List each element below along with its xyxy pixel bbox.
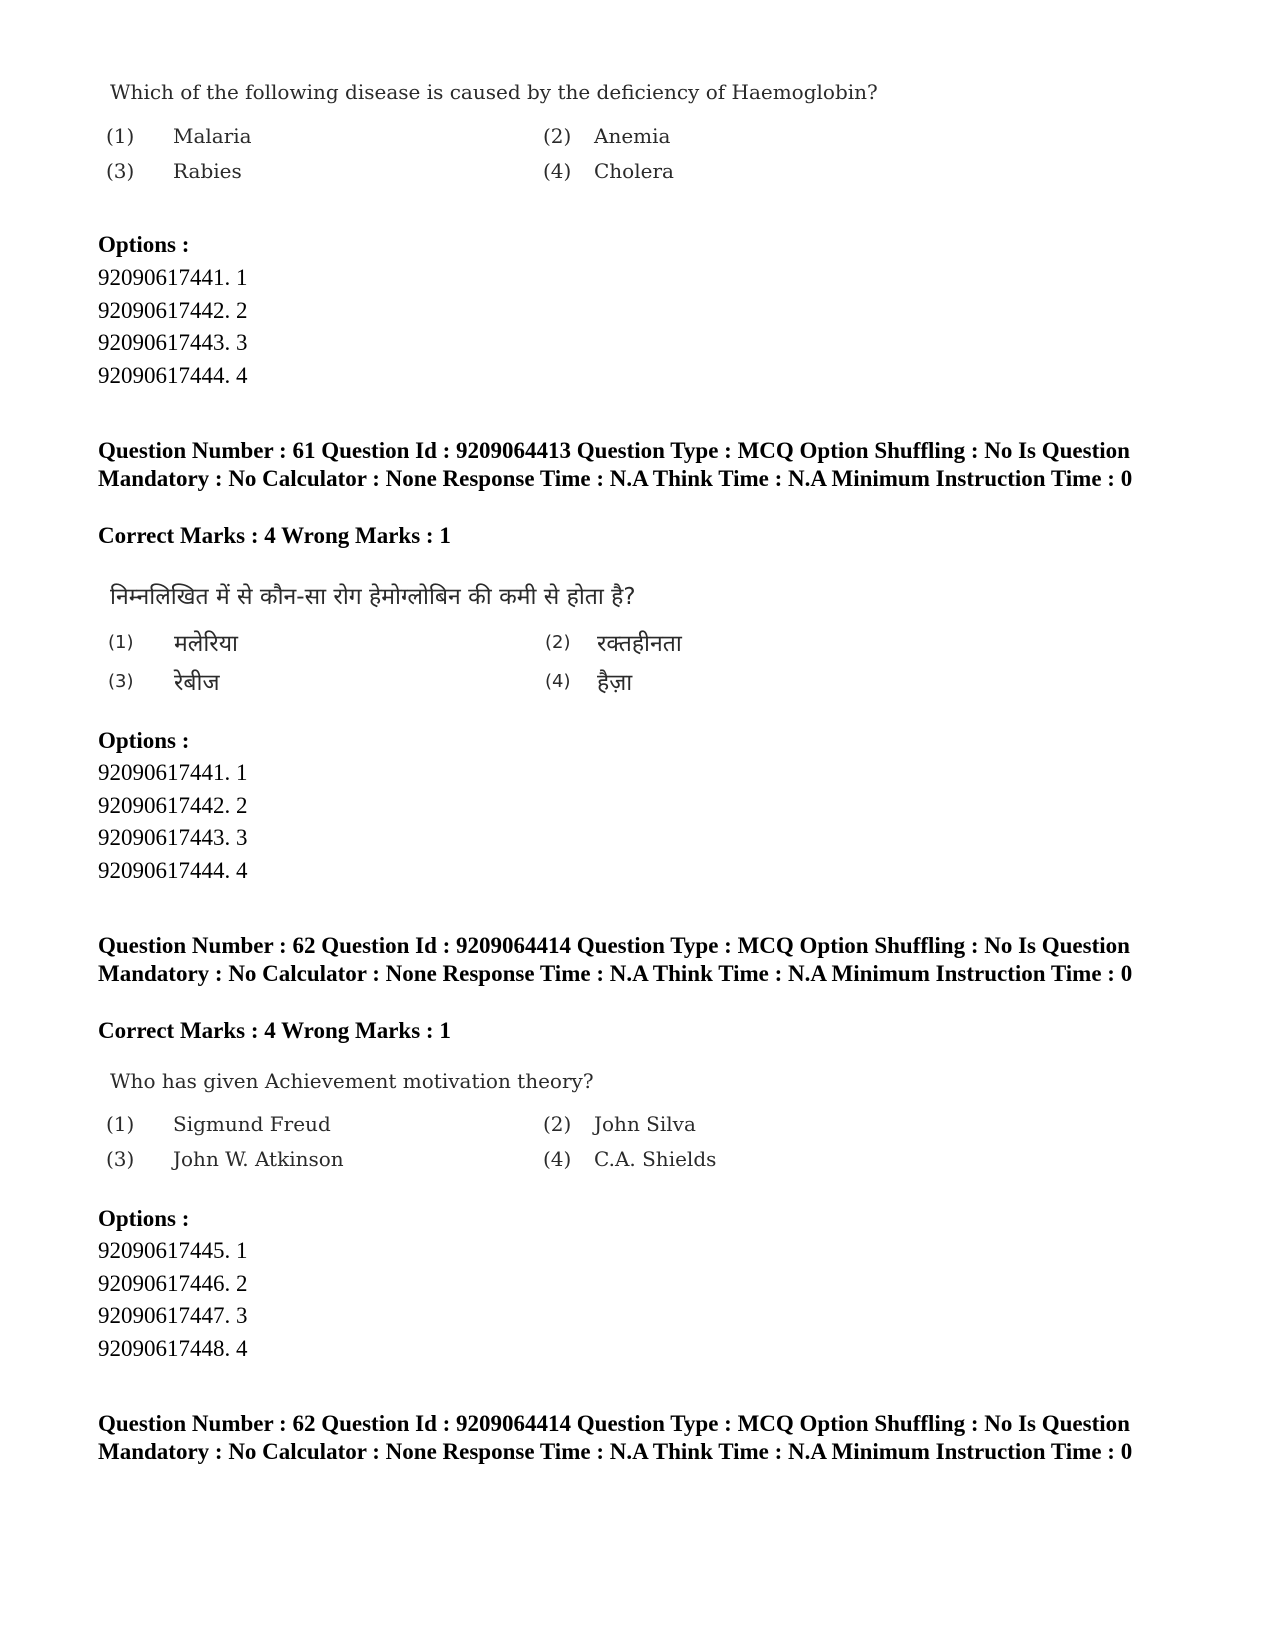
question-metadata: Question Number : 62 Question Id : 9209064414 Question Type : MCQ Option Shuffling : No Is Question Mandatory : No Calculator : None Response Time : N.A Think Time : N.A Minimum Instruction Time : 0 [98, 933, 1133, 986]
choice-number: (2) [545, 632, 571, 653]
option-id-line: 92090617443. 3 [98, 330, 248, 355]
question-metadata: Question Number : 61 Question Id : 9209064413 Question Type : MCQ Option Shuffling : No Is Question Mandatory : No Calculator : None Response Time : N.A Think Time : N.A Minimum Instruction Time : 0 [98, 438, 1133, 491]
choice-text: C.A. Shields [594, 1147, 717, 1171]
choice-text: रेबीज [174, 670, 220, 696]
option-id-line: 92090617441. 1 [98, 265, 248, 290]
choice-text: मलेरिया [174, 631, 239, 657]
question-text: Which of the following disease is caused by the deficiency of Haemoglobin? [110, 80, 878, 104]
choice-number: (1) [106, 124, 135, 148]
choice-text: Anemia [594, 124, 671, 148]
marks-info: Correct Marks : 4 Wrong Marks : 1 [98, 523, 451, 548]
options-label: Options : [98, 232, 190, 257]
question-metadata: Question Number : 62 Question Id : 9209064414 Question Type : MCQ Option Shuffling : No Is Question Mandatory : No Calculator : None Response Time : N.A Think Time : N.A Minimum Instruction Time : 0 [98, 1411, 1133, 1464]
choice-number: (2) [543, 1112, 572, 1136]
choice-number: (4) [543, 1147, 572, 1171]
choice-text: हैज़ा [597, 670, 633, 696]
marks-info: Correct Marks : 4 Wrong Marks : 1 [98, 1018, 451, 1043]
option-id-line: 92090617447. 3 [98, 1303, 248, 1328]
question-text: Who has given Achievement motivation theory? [110, 1069, 594, 1093]
option-id-line: 92090617444. 4 [98, 858, 248, 883]
options-label: Options : [98, 728, 190, 753]
choice-text: Sigmund Freud [173, 1112, 331, 1136]
question-text-hindi: निम्नलिखित में से कौन-सा रोग हेमोग्लोबिन की कमी से होता है? [110, 584, 636, 610]
choice-number: (4) [543, 159, 572, 183]
choice-number: (1) [106, 1112, 135, 1136]
choice-number: (3) [106, 159, 135, 183]
choice-text: रक्तहीनता [597, 631, 682, 657]
option-id-line: 92090617445. 1 [98, 1238, 248, 1263]
option-id-line: 92090617448. 4 [98, 1336, 248, 1361]
option-id-line: 92090617443. 3 [98, 825, 248, 850]
choice-text: Cholera [594, 159, 674, 183]
choice-number: (1) [108, 632, 134, 653]
option-id-line: 92090617444. 4 [98, 363, 248, 388]
choice-number: (2) [543, 124, 572, 148]
choice-text: Rabies [173, 159, 242, 183]
choice-text: John W. Atkinson [173, 1147, 344, 1171]
option-id-line: 92090617442. 2 [98, 793, 248, 818]
choice-number: (3) [108, 671, 134, 692]
choice-text: Malaria [173, 124, 252, 148]
choice-number: (4) [545, 671, 571, 692]
choice-number: (3) [106, 1147, 135, 1171]
option-id-line: 92090617441. 1 [98, 760, 248, 785]
choice-text: John Silva [594, 1112, 696, 1136]
options-label: Options : [98, 1206, 190, 1231]
option-id-line: 92090617442. 2 [98, 298, 248, 323]
option-id-line: 92090617446. 2 [98, 1271, 248, 1296]
